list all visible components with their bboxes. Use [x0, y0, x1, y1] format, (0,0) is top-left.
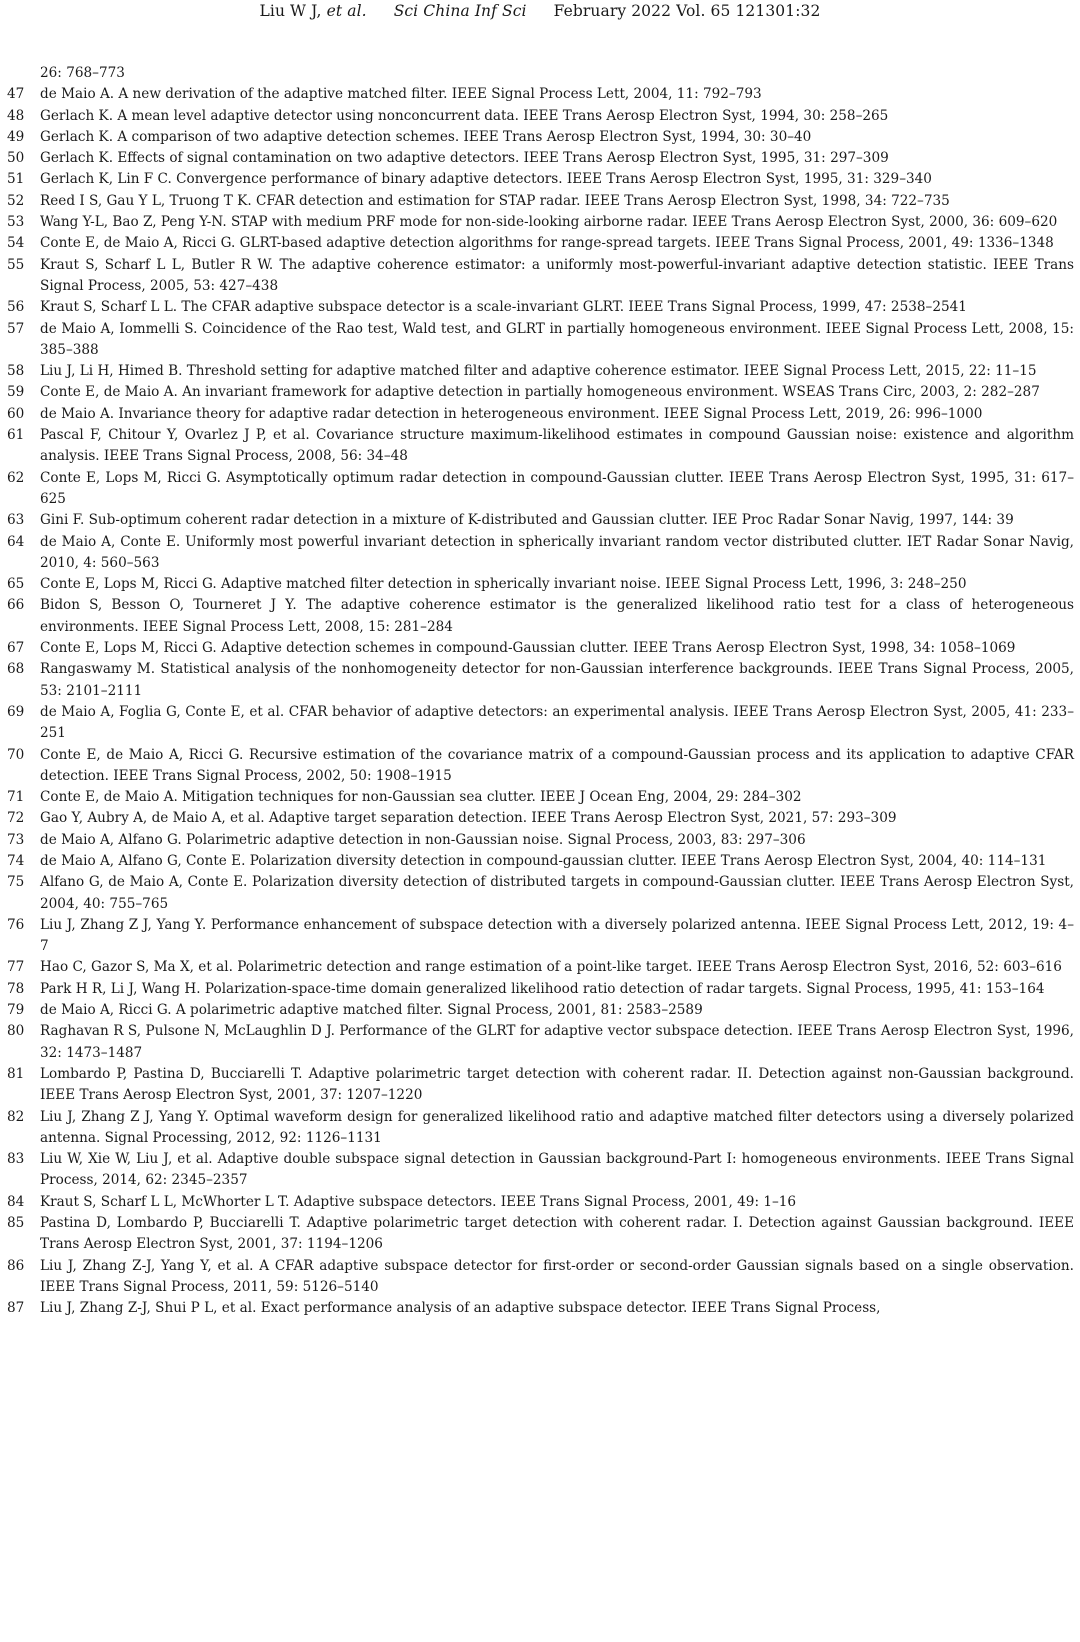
reference-number: 47: [7, 86, 25, 103]
reference-number: 49: [7, 128, 25, 145]
reference-text: de Maio A. Invariance theory for adaptive radar detection in heterogeneous environment. IEEE Signal Process Lett, 2019, 26: 996–1000: [40, 405, 983, 422]
reference-number: 56: [7, 299, 25, 316]
reference-text: Kraut S, Scharf L L, Butler R W. The adaptive coherence estimator: a uniformly most-powerful-invariant adaptive detection statistic. IEEE Trans Signal Process, 2005, 53: 427–438: [40, 256, 1074, 294]
reference-number: 58: [7, 363, 25, 380]
reference-item: [0, 361, 1080, 382]
reference-number: 81: [7, 1065, 25, 1082]
reference-text: Conte E, Lops M, Ricci G. Adaptive matched filter detection in spherically invariant noise. IEEE Signal Process Lett, 1996, 3: 248–250: [40, 576, 967, 593]
reference-item: [0, 297, 1080, 318]
reference-item: [0, 382, 1080, 403]
reference-text: de Maio A, Alfano G. Polarimetric adaptive detection in non-Gaussian noise. Signal Process, 2003, 83: 297–306: [40, 831, 806, 848]
reference-number: 59: [7, 384, 25, 401]
reference-item: [0, 255, 1080, 298]
reference-text: Liu W, Xie W, Liu J, et al. Adaptive double subspace signal detection in Gaussian background-Part I: homogeneous environments. IEEE Trans Signal Process, 2014, 62: 2345–2357: [40, 1151, 1074, 1189]
reference-text: Liu J, Li H, Himed B. Threshold setting for adaptive matched filter and adaptive coherence estimator. IEEE Signal Process Lett, 2015, 22: 11–15: [40, 363, 1037, 380]
reference-number: 80: [7, 1023, 25, 1040]
reference-number: 76: [7, 916, 25, 933]
reference-item: [0, 957, 1080, 978]
reference-number: 74: [7, 852, 25, 869]
reference-text: Park H R, Li J, Wang H. Polarization-space-time domain generalized likelihood ratio detection of radar targets. Signal Process, 1995, 41: 153–164: [40, 980, 1045, 997]
reference-item: [0, 1107, 1080, 1150]
reference-item: [0, 169, 1080, 190]
reference-text: Liu J, Zhang Z J, Yang Y. Performance enhancement of subspace detection with a diversely polarized antenna. IEEE Signal Process Lett, 2012, 19: 4–7: [40, 916, 1074, 955]
reference-text: Gerlach K. A mean level adaptive detector using nonconcurrent data. IEEE Trans Aerosp Electron Syst, 1994, 30: 258–265: [40, 107, 889, 124]
reference-text: Liu J, Zhang Z J, Yang Y. Optimal waveform design for generalized likelihood ratio and adaptive matched filter detectors using a diversely polarized antenna. Signal Processing, 2012, 92: 1126–1131: [40, 1108, 1074, 1146]
reference-number: 48: [7, 107, 25, 124]
reference-item: [0, 830, 1080, 851]
reference-text: Bidon S, Besson O, Tourneret J Y. The adaptive coherence estimator is the generalized likelihood ratio test for a class of heterogeneous environments. IEEE Signal Process Lett, 2008, 15: 281–284: [40, 597, 1074, 635]
reference-number: 72: [7, 810, 25, 827]
reference-item: [0, 404, 1080, 425]
reference-number: 71: [7, 789, 25, 806]
reference-number: 64: [7, 533, 25, 550]
reference-item: [0, 233, 1080, 254]
reference-item: [0, 84, 1080, 105]
reference-item: [0, 702, 1080, 745]
reference-text: Conte E, de Maio A, Ricci G. Recursive estimation of the covariance matrix of a compound-Gaussian process and its application to adaptive CFAR detection. IEEE Trans Signal Process, 2002, 50: 1908–1915: [40, 746, 1074, 784]
reference-item: [0, 808, 1080, 829]
reference-item: [0, 787, 1080, 808]
reference-number: 77: [7, 959, 25, 976]
reference-number: 79: [7, 1002, 25, 1019]
reference-item: [0, 510, 1080, 531]
reference-text: Conte E, de Maio A. An invariant framework for adaptive detection in partially homogeneous environment. WSEAS Trans Circ, 2003, 2: 282–287: [40, 384, 1040, 401]
reference-text: Conte E, Lops M, Ricci G. Asymptotically optimum radar detection in compound-Gaussian clutter. IEEE Trans Aerosp Electron Syst, 1995, 31: 617–625: [40, 469, 1074, 507]
reference-number: 86: [7, 1257, 25, 1274]
reference-text: Conte E, Lops M, Ricci G. Adaptive detection schemes in compound-Gaussian clutter. IEEE Trans Aerosp Electron Syst, 1998, 34: 1058–1069: [40, 640, 1016, 657]
reference-item: [0, 532, 1080, 575]
reference-item: [0, 1064, 1080, 1107]
reference-text: Conte E, de Maio A, Ricci G. GLRT-based adaptive detection algorithms for range-spread targets. IEEE Trans Signal Process, 2001, 49: 1336–1348: [40, 235, 1054, 252]
reference-text: Alfano G, de Maio A, Conte E. Polarization diversity detection of distributed targets in compound-Gaussian clutter. IEEE Trans Aerosp Electron Syst, 2004, 40: 755–765: [40, 874, 1074, 912]
reference-item: [0, 212, 1080, 233]
reference-item: [0, 1149, 1080, 1192]
reference-number: 51: [7, 171, 25, 188]
reference-number: 69: [7, 703, 25, 720]
reference-list: [0, 63, 1080, 1320]
reference-item: [0, 319, 1080, 362]
reference-text: Liu J, Zhang Z-J, Yang Y, et al. A CFAR adaptive subspace detector for first-order or second-order Gaussian signals based on a single observation. IEEE Trans Signal Process, 2011, 59: 5126–5140: [40, 1257, 1074, 1295]
reference-text: Raghavan R S, Pulsone N, McLaughlin D J. Performance of the GLRT for adaptive vector subspace detection. IEEE Trans Aerosp Electron Syst, 1996, 32: 1473–1487: [40, 1023, 1074, 1061]
reference-item: [0, 1021, 1080, 1064]
reference-number: 61: [7, 427, 25, 444]
reference-text: Gerlach K. Effects of signal contamination on two adaptive detectors. IEEE Trans Aerosp Electron Syst, 1995, 31: 297–309: [40, 150, 889, 167]
reference-text: Pastina D, Lombardo P, Bucciarelli T. Adaptive polarimetric target detection with coherent radar. I. Detection against Gaussian background. IEEE Trans Aerosp Electron Syst, 2001, 37: 1194–1206: [40, 1215, 1074, 1253]
reference-text: Gerlach K. A comparison of two adaptive detection schemes. IEEE Trans Aerosp Electron Syst, 1994, 30: 30–40: [40, 128, 812, 145]
reference-item: [0, 595, 1080, 638]
reference-text: Gerlach K, Lin F C. Convergence performance of binary adaptive detectors. IEEE Trans Aerosp Electron Syst, 1995, 31: 329–340: [40, 171, 932, 188]
reference-number: 54: [7, 235, 25, 252]
reference-item: [0, 1298, 1080, 1319]
reference-number: 66: [7, 597, 25, 614]
reference-number: 65: [7, 576, 25, 593]
reference-number: 57: [7, 320, 25, 337]
reference-number: 53: [7, 214, 25, 231]
reference-text: Reed I S, Gau Y L, Truong T K. CFAR detection and estimation for STAP radar. IEEE Trans Aerosp Electron Syst, 1998, 34: 722–735: [40, 192, 950, 209]
reference-item: [0, 1256, 1080, 1299]
header-issue: February 2022 Vol. 65 121301:32: [553, 2, 821, 20]
reference-item: [0, 1192, 1080, 1213]
reference-text: de Maio A, Foglia G, Conte E, et al. CFAR behavior of adaptive detectors: an experimental analysis. IEEE Trans Aerosp Electron Syst, 2005, 41: 233–251: [40, 703, 1074, 742]
reference-number: 60: [7, 405, 25, 422]
reference-item: [0, 1213, 1080, 1256]
reference-item: [0, 872, 1080, 915]
reference-text: Hao C, Gazor S, Ma X, et al. Polarimetric detection and range estimation of a point-like target. IEEE Trans Aerosp Electron Syst, 2016, 52: 603–616: [40, 959, 1062, 976]
header-author-etal: et al.: [326, 2, 367, 20]
reference-text: Liu J, Zhang Z-J, Shui P L, et al. Exact performance analysis of an adaptive subspace detector. IEEE Trans Signal Process,: [40, 1300, 881, 1317]
reference-number: 82: [7, 1108, 25, 1125]
header-journal: Sci China Inf Sci: [393, 2, 527, 20]
reference-text: Gini F. Sub-optimum coherent radar detection in a mixture of K-distributed and Gaussian clutter. IEE Proc Radar Sonar Navig, 1997, 144: 39: [40, 512, 1014, 529]
reference-text: de Maio A, Conte E. Uniformly most powerful invariant detection in spherically invariant random vector distributed clutter. IET Radar Sonar Navig, 2010, 4: 560–563: [40, 533, 1074, 571]
reference-number: 78: [7, 980, 25, 997]
reference-number: 83: [7, 1151, 25, 1168]
reference-number: 67: [7, 640, 25, 657]
reference-item: [0, 127, 1080, 148]
reference-item: [0, 915, 1080, 958]
reference-item: [0, 745, 1080, 788]
running-header: [0, 0, 1080, 26]
reference-item: [0, 638, 1080, 659]
reference-number: 85: [7, 1215, 25, 1232]
reference-text: Wang Y-L, Bao Z, Peng Y-N. STAP with medium PRF mode for non-side-looking airborne radar. IEEE Trans Aerosp Electron Syst, 2000, 36: 609–620: [40, 214, 1058, 231]
reference-item: [0, 191, 1080, 212]
reference-item: [0, 1000, 1080, 1021]
reference-text: Lombardo P, Pastina D, Bucciarelli T. Adaptive polarimetric target detection with coherent radar. II. Detection against non-Gaussian background. IEEE Trans Aerosp Electron Syst, 2001, 37: 1207–1220: [40, 1065, 1074, 1104]
reference-item: [0, 851, 1080, 872]
reference-number: 68: [7, 661, 25, 678]
reference-item: [0, 148, 1080, 169]
reference-text: de Maio A. A new derivation of the adaptive matched filter. IEEE Signal Process Lett, 2004, 11: 792–793: [40, 86, 762, 103]
reference-number: 70: [7, 746, 25, 763]
reference-number: 73: [7, 831, 25, 848]
reference-number: 87: [7, 1300, 25, 1317]
reference-item: [0, 106, 1080, 127]
reference-text: Kraut S, Scharf L L, McWhorter L T. Adaptive subspace detectors. IEEE Trans Signal Process, 2001, 49: 1–16: [40, 1193, 797, 1210]
reference-number: 52: [7, 192, 25, 209]
reference-number: 50: [7, 150, 25, 167]
reference-text: Kraut S, Scharf L L. The CFAR adaptive subspace detector is a scale-invariant GLRT. IEEE Trans Signal Process, 1999, 47: 2538–2541: [40, 299, 967, 316]
reference-item: [0, 979, 1080, 1000]
reference-text: de Maio A, Ricci G. A polarimetric adaptive matched filter. Signal Process, 2001, 81: 2583–2589: [40, 1002, 703, 1019]
reference-text: de Maio A, Alfano G, Conte E. Polarization diversity detection in compound-gaussian clutter. IEEE Trans Aerosp Electron Syst, 2004, 40: 114–131: [40, 852, 1047, 869]
reference-continuation: 26: 768–773: [40, 65, 125, 81]
reference-item: [0, 425, 1080, 468]
reference-number: 62: [7, 469, 25, 486]
reference-text: de Maio A, Iommelli S. Coincidence of the Rao test, Wald test, and GLRT in partially homogeneous environment. IEEE Signal Process Lett, 2008, 15: 385–388: [40, 320, 1074, 358]
reference-text: Conte E, de Maio A. Mitigation techniques for non-Gaussian sea clutter. IEEE J Ocean Eng, 2004, 29: 284–302: [40, 789, 802, 806]
reference-item: [0, 468, 1080, 511]
reference-number: 55: [7, 256, 25, 273]
reference-number: 84: [7, 1193, 25, 1210]
reference-item: [0, 659, 1080, 702]
header-author: Liu W J, et al.: [259, 2, 367, 20]
reference-text: Pascal F, Chitour Y, Ovarlez J P, et al. Covariance structure maximum-likelihood estimates in compound Gaussian noise: existence and algorithm analysis. IEEE Trans Signal Process, 2008, 56: 34–48: [40, 427, 1074, 465]
reference-text: Rangaswamy M. Statistical analysis of the nonhomogeneity detector for non-Gaussian interference backgrounds. IEEE Trans Signal Process, 2005, 53: 2101–2111: [40, 661, 1074, 699]
reference-text: Gao Y, Aubry A, de Maio A, et al. Adaptive target separation detection. IEEE Trans Aerosp Electron Syst, 2021, 57: 293–309: [40, 810, 897, 827]
reference-item: [0, 574, 1080, 595]
reference-number: 75: [7, 874, 25, 891]
reference-number: 63: [7, 512, 25, 529]
